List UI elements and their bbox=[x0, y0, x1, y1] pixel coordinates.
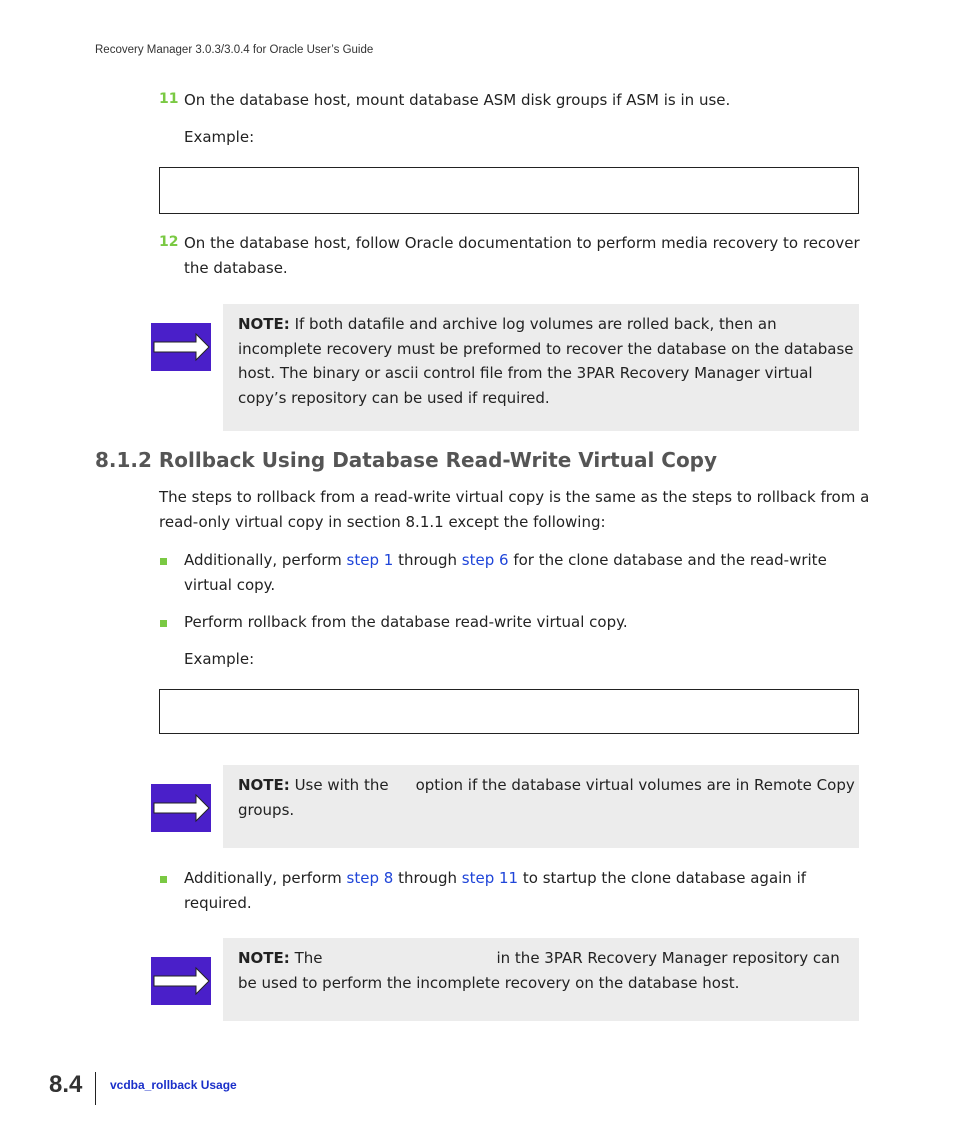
step-12-text-line2: the database. bbox=[184, 259, 288, 277]
bullet-text: Additionally, perform bbox=[184, 869, 347, 887]
bullet-3-line2: required. bbox=[184, 894, 252, 912]
bullet-icon bbox=[160, 558, 167, 565]
bullet-1-line1 bbox=[184, 548, 827, 573]
bullet-icon bbox=[160, 876, 167, 883]
step-11-link[interactable]: step 11 bbox=[461, 869, 519, 887]
note-line: incomplete recovery must be preformed to recover the database on the database bbox=[238, 340, 854, 358]
step-number-11: 11 bbox=[159, 91, 179, 107]
step-number-12: 12 bbox=[159, 234, 179, 250]
note-arrow-icon bbox=[151, 323, 211, 371]
note-text: in the 3PAR Recovery Manager repository can bbox=[496, 949, 840, 967]
note-line: groups. bbox=[238, 801, 295, 819]
bullet-text: through bbox=[393, 551, 462, 569]
bullet-icon bbox=[160, 620, 167, 627]
note-text: option if the database virtual volumes are in Remote Copy bbox=[415, 776, 855, 794]
bullet-2-text: Perform rollback from the database read-write virtual copy. bbox=[184, 613, 628, 631]
note-arrow-icon bbox=[151, 784, 211, 832]
note-line bbox=[238, 312, 777, 337]
example-label: Example: bbox=[184, 650, 255, 668]
note-text: Use with the bbox=[294, 776, 389, 794]
note-box bbox=[223, 938, 859, 1021]
note-label: NOTE: bbox=[238, 315, 290, 333]
page-number: 8.4 bbox=[49, 1071, 83, 1098]
note-line: copy’s repository can be used if required. bbox=[238, 389, 550, 407]
bullet-text: Additionally, perform bbox=[184, 551, 347, 569]
note-line: be used to perform the incomplete recovery on the database host. bbox=[238, 974, 740, 992]
note-box bbox=[223, 765, 859, 848]
note-arrow-icon bbox=[151, 957, 211, 1005]
bullet-3-line1 bbox=[184, 866, 806, 891]
running-header: Recovery Manager 3.0.3/3.0.4 for Oracle User’s Guide bbox=[95, 44, 374, 56]
section-intro-line1: The steps to rollback from a read-write virtual copy is the same as the steps to rollback from a bbox=[159, 488, 870, 506]
note-line: host. The binary or ascii control file from the 3PAR Recovery Manager virtual bbox=[238, 364, 813, 382]
note-box bbox=[223, 304, 859, 431]
bullet-text: to startup the clone database again if bbox=[518, 869, 807, 887]
bullet-text: through bbox=[393, 869, 462, 887]
step-11-text: On the database host, mount database ASM disk groups if ASM is in use. bbox=[184, 91, 731, 109]
step-6-link[interactable]: step 6 bbox=[461, 551, 509, 569]
note-text: If both datafile and archive log volumes are rolled back, then an bbox=[294, 315, 777, 333]
code-example-box bbox=[159, 689, 859, 734]
step-12-text-line1: On the database host, follow Oracle documentation to perform media recovery to recover bbox=[184, 234, 860, 252]
note-text: The bbox=[294, 949, 323, 967]
footer-divider bbox=[95, 1072, 96, 1105]
step-8-link[interactable]: step 8 bbox=[346, 869, 394, 887]
note-label: NOTE: bbox=[238, 776, 290, 794]
note-line bbox=[238, 773, 855, 798]
step-1-link[interactable]: step 1 bbox=[346, 551, 394, 569]
bullet-1-line2: virtual copy. bbox=[184, 576, 276, 594]
bullet-text: for the clone database and the read-write bbox=[508, 551, 827, 569]
example-label: Example: bbox=[184, 128, 255, 146]
footer-chapter-title: vcdba_rollback Usage bbox=[110, 1078, 237, 1092]
section-heading: 8.1.2 Rollback Using Database Read-Write Virtual Copy bbox=[95, 448, 718, 472]
note-label: NOTE: bbox=[238, 949, 290, 967]
code-example-box bbox=[159, 167, 859, 214]
note-line bbox=[238, 946, 840, 971]
section-intro-line2: read-only virtual copy in section 8.1.1 except the following: bbox=[159, 513, 606, 531]
